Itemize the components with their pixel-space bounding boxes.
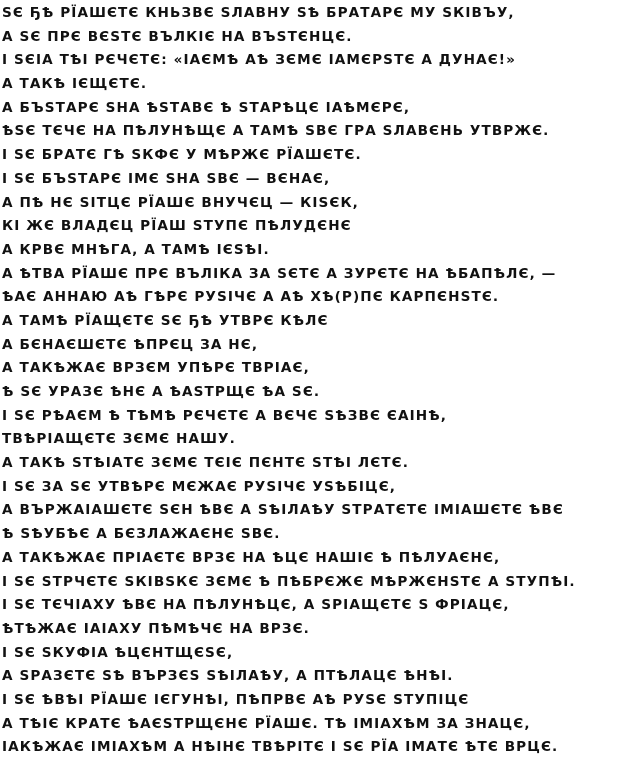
text-line: ѢЅЄ ТЄЧЄ НА ПѢЛУНѢЩЄ А ТАМѢ ЅВЄ ГРА ЅЛАВЄНЬ УТВРЖЄ. — [2, 123, 550, 140]
text-line: А ТАКѢ ІЄЩЄТЄ. — [2, 76, 148, 93]
text-line: І ЅЄ РѢАЄМ Ѣ ТѢМѢ РЄЧЄТЄ А ВЄЧЄ ЅѢЗВЄ ЄАІНѢ, — [2, 407, 447, 424]
text-line: А ПѢ НЄ ЅІТЦЄ РЇАШЄ ВНУЧЄЦ — КІЅЄК, — [2, 194, 359, 211]
text-line: А ѢТВА РЇАШЄ ПРЄ ВЪЛІКА ЗА ЅЄТЄ А ЗУРЄТЄ НА ѢБАПѢЛЄ, — — [2, 265, 557, 282]
text-line: І ЅЄ ТЄЧІАХУ ѢВЄ НА ПѢЛУНѢЦЄ, А ЅРІАЩЄТЄ Ѕ ФРІАЦЄ, — [2, 597, 510, 614]
text-line: І ЅЄ БРАТЄ ГѢ ЅКФЄ У МѢРЖЄ РЇАШЄТЄ. — [2, 147, 362, 164]
text-line: А КРВЄ МНѢГА, А ТАМѢ ІЄЅѢІ. — [2, 241, 270, 258]
text-line: А ЅРАЗЄТЄ ЅѢ ВЪРЗЄЅ ЅѢІЛАѢУ, А ПТѢЛАЦЄ ѢНѢІ. — [2, 668, 454, 685]
text-line: Ѣ ЅѢУБѢЄ А БЄЗЛАЖАЄНЄ ЅВЄ. — [2, 526, 281, 543]
text-line: ІАКѢЖАЄ ІМІАХѢМ А НѢІНЄ ТВѢРІТЄ І ЅЄ РЇА ІМАТЄ ѢТЄ ВРЦЄ. — [2, 739, 559, 756]
text-line: А ВЪРЖАІАШЄТЄ ЅЄН ѢВЄ А ЅѢІЛАѢУ ЅТРАТЄТЄ ІМІАШЄТЄ ѢВЄ — [2, 502, 564, 519]
text-line: І ЅЄІА ТѢІ РЄЧЄТЄ: «ІАЄМѢ АѢ ЗЄМЄ ІАМЄРЅТЄ А ДУНАЄ!» — [2, 52, 516, 69]
text-line: І ЅЄ ЅКУФІА ѢЦЄНТЩЄЅЄ, — [2, 644, 234, 661]
text-line: КІ ЖЄ ВЛАДЄЦ РЇАШ ЅТУПЄ ПѢЛУДЄНЄ — [2, 218, 352, 235]
text-line: І ЅЄ ЗА ЅЄ УТВѢРЄ МЄЖАЄ РУЅІЧЄ УЅѢБІЦЄ, — [2, 478, 397, 495]
text-line: І ЅЄ БЪЅТАРЄ ІМЄ ЅНА ЅВЄ — ВЄНАЄ, — [2, 170, 331, 187]
text-line: А ТАКѢ ЅТѢІАТЄ ЗЄМЄ ТЄІЄ ПЄНТЄ ЅТѢІ ЛЄТЄ. — [2, 455, 410, 472]
text-line: А ТАКѢЖАЄ ПРІАЄТЄ ВРЗЄ НА ѢЦЄ НАШІЄ Ѣ ПѢЛУАЄНЄ, — [2, 549, 501, 566]
text-line: ѢТѢЖАЄ ІАІАХУ ПѢМѢЧЄ НА ВРЗЄ. — [2, 620, 310, 637]
text-line: А БЪЅТАРЄ ЅНА ѢЅТАВЄ Ѣ ЅТАРѢЦЄ ІАѢМЄРЄ, — [2, 99, 411, 116]
text-line: ТВѢРІАЩЄТЄ ЗЄМЄ НАШУ. — [2, 431, 236, 448]
text-line: А БЄНАЄШЄТЄ ѢПРЄЦ ЗА НЄ, — [2, 336, 259, 353]
text-line: ЅЄ ҔѢ РЇАШЄТЄ КНЬЗВЄ ЅЛАВНУ ЅѢ БРАТАРЄ МУ ЅКІВЪУ, — [2, 5, 515, 21]
text-line: І ЅЄ ѢВѢІ РЇАШЄ ІЄГУНѢІ, ПѢПРВЄ АѢ РУЅЄ ЅТУПІЦЄ — [2, 691, 470, 708]
text-line: І ЅЄ ЅТРЧЄТЄ ЅКІВЅКЄ ЗЄМЄ Ѣ ПѢБРЄЖЄ МѢРЖЄНЅТЄ А ЅТУПѢІ. — [2, 573, 576, 590]
text-line: А ТѢІЄ КРАТЄ ѢАЄЅТРЩЄНЄ РЇАШЄ. ТѢ ІМІАХѢМ ЗА ЗНАЦЄ, — [2, 715, 531, 732]
text-line: А ТАКѢЖАЄ ВРЗЄМ УПѢРЄ ТВРІАЄ, — [2, 360, 310, 377]
text-line: Ѣ ЅЄ УРАЗЄ ѢНЄ А ѢАЅТРЩЄ ѢА ЅЄ. — [2, 384, 321, 400]
text-line: А ЅЄ ПРЄ ВЄЅТЄ ВЪЛКІЄ НА ВЪЅТЄНЦЄ. — [2, 28, 353, 45]
text-line: ѢАЄ АННАЮ АѢ ГѢРЄ РУЅІЧЄ А АѢ ХѢ(Р)ПЄ КАРПЄНЅТЄ. — [2, 289, 500, 306]
document-text — [2, 2, 614, 760]
text-line: А ТАМѢ РЇАЩЄТЄ ЅЄ ҔѢ УТВРЄ КѢЛЄ — [2, 312, 329, 329]
